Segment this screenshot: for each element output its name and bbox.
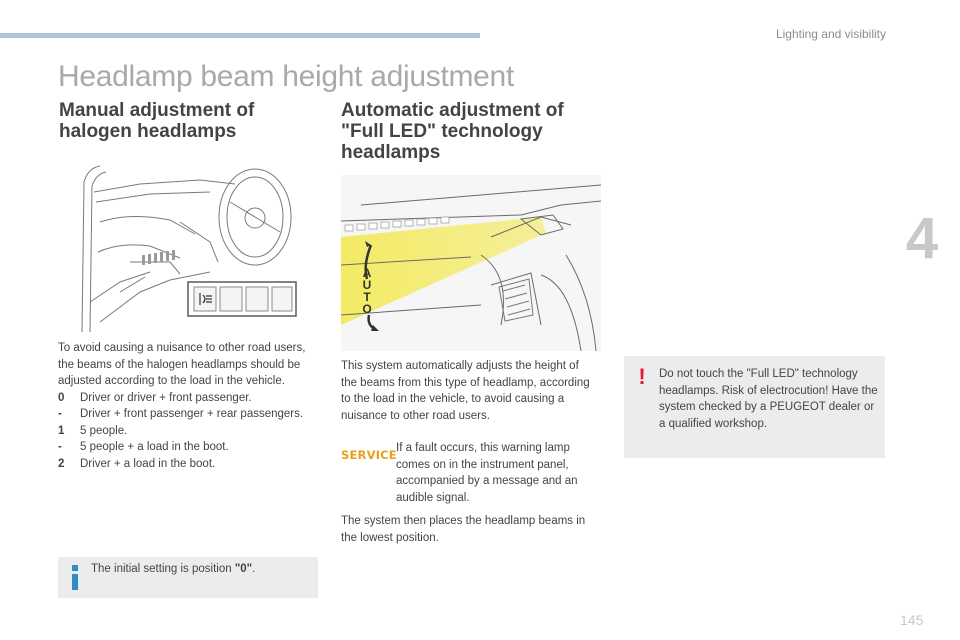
- list-item: [58, 423, 320, 440]
- right-heading: Automatic adjustment of "Full LED" technology headlamps: [341, 100, 564, 163]
- list-item: [58, 390, 320, 407]
- list-text: Driver or driver + front passenger.: [80, 391, 252, 404]
- left-heading: Manual adjustment of halogen headlamps: [59, 100, 255, 142]
- right-para-1: This system automatically adjusts the height of the beams from this type of headlamp, according to the load in the vehicle, to avoid causing a nuisance to other road users.: [341, 360, 590, 422]
- list-bullet: -: [58, 441, 62, 453]
- header-accent-bar: [0, 33, 480, 38]
- auto-letter-a: A: [362, 266, 372, 280]
- auto-letter-u: U: [362, 278, 372, 292]
- auto-letter-o: O: [362, 302, 372, 316]
- service-text: If a fault occurs, this warning lamp comes on in the instrument panel, accompanied by a message and an audible signal.: [396, 442, 578, 504]
- info-box: [58, 557, 318, 598]
- warning-text: Do not touch the "Full LED" technology headlamps. Risk of electrocution! Have the system checked by a PEUGEOT dealer or a qualified workshop.: [659, 368, 878, 430]
- load-position-list: [58, 390, 320, 473]
- list-text: 5 people.: [80, 424, 128, 437]
- list-bullet: 2: [58, 457, 65, 470]
- info-text-prefix: The initial setting is position: [91, 563, 235, 575]
- list-bullet: 1: [58, 424, 65, 437]
- left-intro: To avoid causing a nuisance to other road users, the beams of the halogen headlamps should be adjusted according to the load in the vehicle.: [58, 342, 306, 387]
- chapter-number: 4: [905, 206, 939, 271]
- list-item: [58, 406, 320, 423]
- list-text: Driver + front passenger + rear passengers.: [80, 408, 304, 420]
- list-item: [58, 439, 320, 456]
- page-number: 145: [900, 612, 924, 628]
- list-text: 5 people + a load in the boot.: [80, 441, 229, 453]
- right-para-2: The system then places the headlamp beams in the lowest position.: [341, 515, 586, 544]
- page-title: Headlamp beam height adjustment: [58, 60, 514, 93]
- service-block: [341, 440, 596, 506]
- list-bullet: -: [58, 408, 62, 420]
- section-label: Lighting and visibility: [775, 27, 886, 41]
- list-item: [58, 456, 320, 473]
- list-text: Driver + a load in the boot.: [80, 457, 216, 470]
- info-text: [91, 563, 255, 575]
- service-warning-icon: SERVICE: [341, 448, 397, 462]
- warning-box: [624, 356, 885, 458]
- dashboard-illustration: [60, 162, 318, 334]
- auto-letter-t: T: [363, 290, 371, 304]
- warning-icon: !: [638, 364, 646, 389]
- led-headlamp-illustration: [341, 175, 601, 351]
- list-bullet: 0: [58, 391, 65, 404]
- info-text-value: "0": [234, 563, 253, 575]
- info-icon: [68, 565, 82, 589]
- info-text-suffix: .: [252, 563, 256, 575]
- left-body: [58, 340, 320, 472]
